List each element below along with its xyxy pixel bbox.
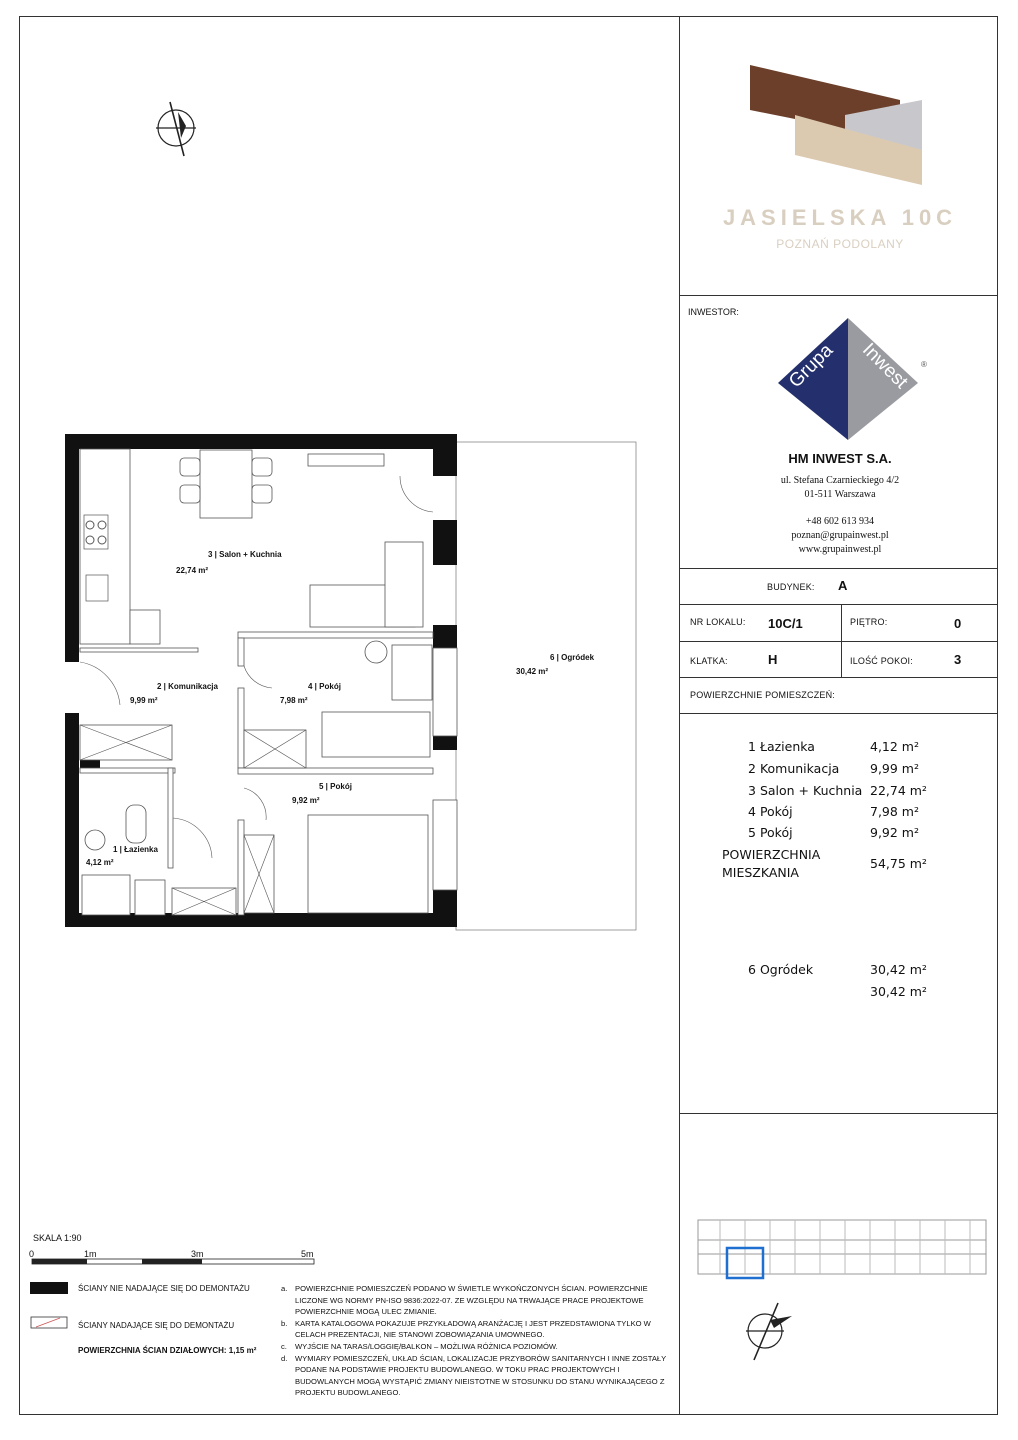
room-row: 5 Pokój	[748, 825, 793, 840]
plan-label-ogrodek: 6 | Ogródek	[550, 653, 595, 662]
note-item: a. POWIERZCHNIE POMIESZCZEŃ PODANO W ŚWIETLE WYKOŃCZONYCH ŚCIAN. POWIERZCHNIE LICZONE WG NORMY PN-ISO 9836:2022-07. ZE WZGLĘDU NA TRWAJĄCE PRACE PROJEKTOWE POWIERZCHNIE MOGĄ ULEC ZMIANIE.	[281, 1284, 648, 1317]
key-plan	[690, 1180, 990, 1290]
brand-subtitle: POZNAŃ PODOLANY	[776, 237, 904, 251]
areas-label: POWIERZCHNIE POMIESZCZEŃ:	[690, 690, 836, 700]
divider-rooms	[679, 1113, 998, 1114]
room-row: 3 Salon + Kuchnia	[748, 783, 863, 798]
compass-icon-small	[740, 1298, 800, 1364]
plan-area-komunikacja: 9,99 m²	[130, 696, 158, 705]
svg-text:®: ®	[921, 360, 927, 369]
plan-label-pokoj4: 4 | Pokój	[308, 682, 341, 691]
building-value: A	[838, 578, 848, 593]
website-link[interactable]: www.grupainwest.pl	[798, 544, 882, 555]
stair-value: H	[768, 652, 778, 667]
legend-hatched: ŚCIANY NADAJĄCE SIĘ DO DEMONTAŻU	[78, 1321, 235, 1330]
divider-vertical-details	[841, 604, 842, 677]
divider-unit	[679, 641, 998, 642]
legend-hatched-swatch	[30, 1316, 70, 1330]
company-name: HM INWEST S.A.	[788, 451, 892, 466]
unit-label: NR LOKALU:	[690, 617, 746, 627]
floor-plan	[60, 430, 640, 935]
notes	[281, 1283, 671, 1399]
room-area: 22,74 m²	[870, 783, 927, 798]
address-line1: ul. Stefana Czarnieckiego 4/2	[780, 475, 900, 486]
brand-title: JASIELSKA 10C	[722, 205, 958, 230]
plan-area-pokoj4: 7,98 m²	[280, 696, 308, 705]
divider-building	[679, 604, 998, 605]
column-divider	[679, 16, 680, 1415]
total-area: 54,75 m²	[870, 856, 927, 871]
scale-tick-0: 0	[29, 1249, 35, 1259]
jasielska-logo	[740, 60, 940, 190]
plan-label-komunikacja: 2 | Komunikacja	[157, 682, 218, 691]
plan-area-lazienka: 4,12 m²	[86, 858, 114, 867]
address-line2: 01-511 Warszawa	[804, 489, 876, 500]
room-area: 9,92 m²	[870, 825, 919, 840]
scale-tick-3: 3m	[191, 1249, 204, 1259]
room-area: 9,99 m²	[870, 761, 919, 776]
total-label-1: POWIERZCHNIA	[722, 847, 821, 862]
logo-text-grupa: Grupa	[785, 340, 838, 393]
logo-text-inwest: Inwest	[858, 339, 912, 393]
plan-label-pokoj5: 5 | Pokój	[319, 782, 352, 791]
plan-label-salon: 3 | Salon + Kuchnia	[208, 550, 282, 559]
building-label: BUDYNEK:	[767, 582, 815, 592]
scale-bar	[31, 1258, 316, 1270]
plan-area-salon: 22,74 m²	[176, 566, 209, 575]
note-item: c. WYJŚCIE NA TARAS/LOGGIĘ/BALKON – MOŻLIWA RÓŻNICA POZIOMÓW.	[281, 1341, 558, 1351]
plan-area-ogrodek: 30,42 m²	[516, 667, 549, 676]
room-area: 4,12 m²	[870, 739, 919, 754]
divider-areas	[679, 713, 998, 714]
unit-value: 10C/1	[768, 616, 803, 631]
divider-brand	[679, 295, 998, 296]
divider-stair	[679, 677, 998, 678]
grupa-inwest-logo	[775, 315, 935, 445]
garden-row: 6 Ogródek	[748, 962, 814, 977]
rooms-count-label: ILOŚĆ POKOI:	[850, 656, 913, 666]
note-item: d. WYMIARY POMIESZCZEŃ, UKŁAD ŚCIAN, LOKALIZACJE PRZYBORÓW SANITARNYCH I INNE ZOSTAŁY PODANE NA PODSTAWIE PROJEKTU BUDOWLANEGO. W TOKU PRAC PROJEKTOWYCH I BUDOWLANYCH MOGĄ WYSTĄPIĆ ZMIANY NIEISTOTNE W STOSUNKU DO STANU WYNIKAJĄCEGO Z PROJEKTU BUDOWLANEGO.	[281, 1353, 667, 1398]
total-label-2: MIESZKANIA	[722, 865, 799, 880]
scale-tick-5: 5m	[301, 1249, 314, 1259]
email-link[interactable]: poznan@grupainwest.pl	[791, 530, 889, 541]
plan-label-lazienka: 1 | Łazienka	[113, 845, 158, 854]
garden-sum: 30,42 m²	[870, 984, 927, 999]
legend-partition: POWIERZCHNIA ŚCIAN DZIAŁOWYCH: 1,15 m²	[78, 1346, 257, 1355]
floor-label: PIĘTRO:	[850, 617, 888, 627]
room-row: 4 Pokój	[748, 804, 793, 819]
floor-value: 0	[954, 616, 962, 631]
note-item: b. KARTA KATALOGOWA POKAZUJE PRZYKŁADOWĄ ARANŻACJĘ I JEST PRZEDSTAWIONA TYLKO W CELACH PREZENTACJI, NIE STANOWI ZOBOWIĄZANIA UMOWNEGO.	[281, 1318, 651, 1340]
room-row: 1 Łazienka	[748, 739, 815, 754]
room-area: 7,98 m²	[870, 804, 919, 819]
stair-label: KLATKA:	[690, 656, 728, 666]
scale-tick-1: 1m	[84, 1249, 97, 1259]
legend-solid: ŚCIANY NIE NADAJĄCE SIĘ DO DEMONTAŻU	[78, 1284, 250, 1293]
investor-label: INWESTOR:	[688, 307, 739, 317]
phone: +48 602 613 934	[805, 516, 875, 527]
plan-area-pokoj5: 9,92 m²	[292, 796, 320, 805]
garden-outline	[456, 442, 636, 930]
rooms-count-value: 3	[954, 652, 962, 667]
garden-area: 30,42 m²	[870, 962, 927, 977]
compass-icon	[148, 100, 208, 160]
room-row: 2 Komunikacja	[748, 761, 840, 776]
divider-contact	[679, 568, 998, 569]
scale-label: SKALA 1:90	[33, 1233, 82, 1243]
legend-solid-swatch	[30, 1282, 68, 1294]
